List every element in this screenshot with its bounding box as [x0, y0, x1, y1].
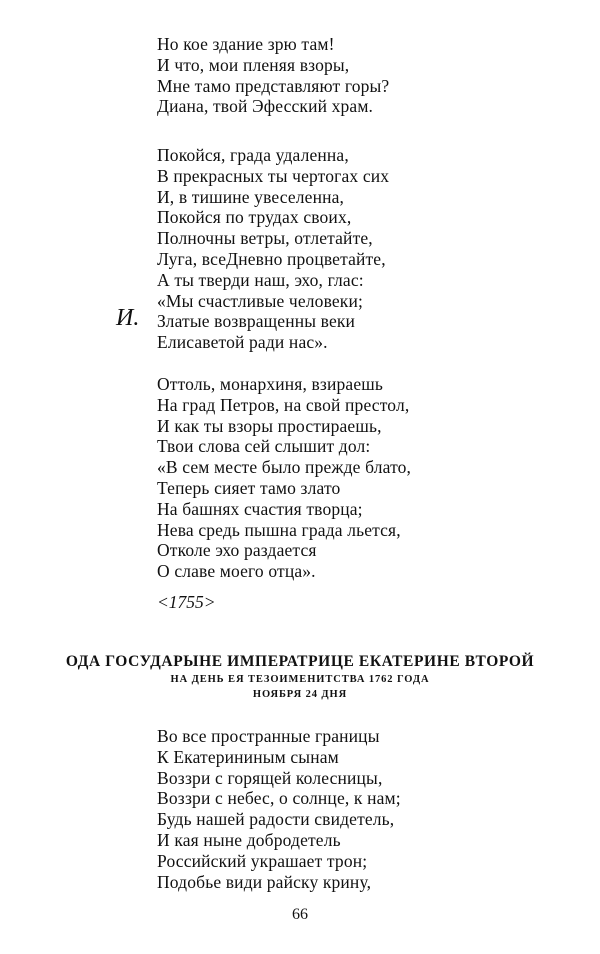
ode-title: ОДА ГОСУДАРЫНЕ ИМПЕРАТРИЦЕ ЕКАТЕРИНЕ ВТОРОЙ [65, 653, 535, 670]
poem-stanza-2 [157, 145, 389, 353]
verse-line: И кая ныне добродетель [157, 829, 341, 850]
verse-line: Воззри с небес, о солнце, к нам; [157, 788, 401, 809]
verse-line: И что, мои пленяя взоры, [157, 54, 350, 75]
verse-line: Нева средь пышна града льется, [157, 519, 401, 540]
verse-line: А ты тверди наш, эхо, глас: [157, 269, 364, 290]
verse-line: Диана, твой Эфесский храм. [157, 96, 374, 117]
verse-line: К Екатерининым сынам [157, 746, 339, 767]
verse-line: Покойся по трудах своих, [157, 207, 352, 228]
verse-line: Будь нашей радости свидетель, [157, 809, 395, 830]
verse-line: Луга, всеДневно процветайте, [157, 248, 386, 269]
verse-line: И как ты взоры простираешь, [157, 415, 382, 436]
verse-line: Во все пространные границы [157, 726, 380, 746]
ode-stanza [157, 726, 401, 892]
verse-line: И, в тишине увеселенна, [157, 186, 345, 207]
verse-line: В прекрасных ты чертогах сих [157, 165, 390, 186]
verse-line: Подобье види райску крину, [157, 871, 372, 892]
verse-line: Но кое здание зрю там! [157, 34, 335, 54]
poem-stanza-1 [157, 34, 389, 117]
verse-line: Оттоль, монархиня, взираешь [157, 374, 384, 394]
poem-stanza-3 [157, 374, 411, 582]
verse-line: О славе моего отца». [157, 561, 316, 582]
verse-line: «Мы счастливые человеки; [157, 290, 363, 311]
ode-subtitle-date: НОЯБРЯ 24 ДНЯ [252, 689, 348, 700]
verse-line: Воззри с горящей колесницы, [157, 767, 383, 788]
verse-line: Отколе эхо раздается [157, 540, 317, 561]
verse-line: «В сем месте было прежде блато, [157, 457, 412, 478]
verse-line: Полночны ветры, отлетайте, [157, 228, 373, 249]
verse-line: На град Петров, на свой престол, [157, 394, 410, 415]
ode-subtitle: НА ДЕНЬ ЕЯ ТЕЗОИМЕНИТСТВА 1762 ГОДА [170, 674, 430, 685]
verse-line: Твои слова сей слышит дол: [157, 436, 371, 457]
verse-line: Покойся, града удаленна, [157, 145, 349, 165]
verse-line: Теперь сияет тамо злато [157, 477, 341, 498]
verse-line: На башнях счастия творца; [157, 498, 363, 519]
verse-line: Златые возвращенны веки [157, 311, 356, 332]
page-number: 66 [292, 906, 308, 923]
poem-date: <1755> [157, 592, 216, 612]
verse-line: Российский украшает трон; [157, 850, 368, 871]
margin-annotation: И. [116, 305, 140, 331]
verse-line: Мне тамо представляют горы? [157, 75, 390, 96]
verse-line: Елисаветой ради нас». [157, 332, 328, 353]
